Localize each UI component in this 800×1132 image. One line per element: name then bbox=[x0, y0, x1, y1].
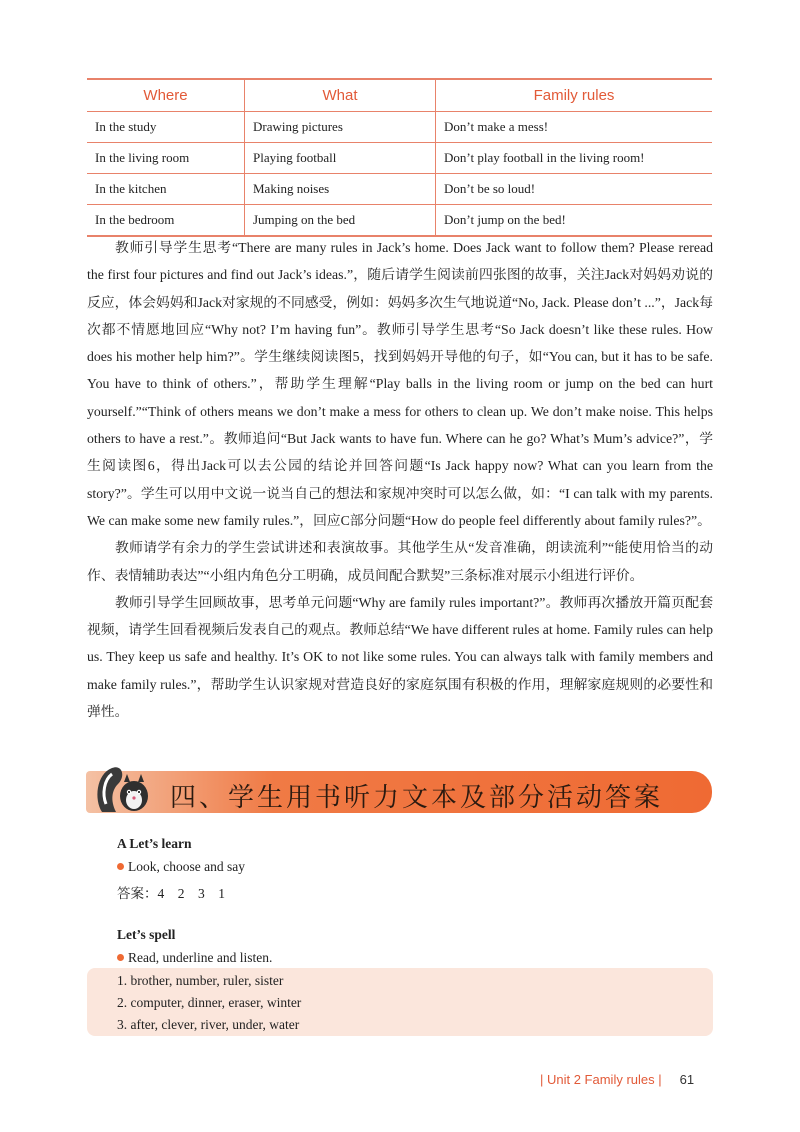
cell-where: In the living room bbox=[87, 143, 245, 174]
table-row bbox=[87, 112, 712, 143]
cell-rule: Don’t be so loud! bbox=[436, 174, 713, 205]
spell-line-2: 2. computer, dinner, eraser, winter bbox=[117, 995, 302, 1010]
family-rules-table bbox=[87, 78, 712, 237]
table-header-row bbox=[87, 79, 712, 112]
spell-line-3: 3. after, clever, river, under, water bbox=[117, 1017, 300, 1032]
footer-unit-label: | Unit 2 Family rules | bbox=[540, 1072, 662, 1087]
cell-where: In the study bbox=[87, 112, 245, 143]
page-footer bbox=[540, 1072, 694, 1087]
paragraph: 教师请学有余力的学生尝试讲述和表演故事。其他学生从“发音准确，朗读流利”“能使用恰当的动作、表情辅助表达”“小组内角色分工明确，成员间配合默契”三条标准对展示小组进行评价。 bbox=[87, 540, 713, 583]
activity-label: Read, underline and listen. bbox=[128, 950, 273, 965]
cell-rule: Don’t jump on the bed! bbox=[436, 205, 713, 237]
table-row bbox=[87, 143, 712, 174]
lets-spell-activity bbox=[117, 950, 272, 966]
header-where: Where bbox=[87, 79, 245, 112]
paragraph: 教师引导学生回顾故事，思考单元问题“Why are family rules important?”。教师再次播放开篇页配套视频，请学生回看视频后发表自己的观点。教师总结“We have different rules at home. Family rules can help us. They keep us safe and healthy. It’s OK to not like some rules. You can always talk with family members and make family rules.”，帮助学生认识家规对营造良好的家庭氛围有积极的作用，理解家庭规则的必要性和弹性。 bbox=[87, 594, 713, 720]
cell-what: Making noises bbox=[245, 174, 436, 205]
lets-learn-answer: 答案：4 2 3 1 bbox=[117, 886, 225, 901]
cell-what: Playing football bbox=[245, 143, 436, 174]
table-row bbox=[87, 174, 712, 205]
header-what: What bbox=[245, 79, 436, 112]
bullet-icon bbox=[117, 863, 124, 870]
paragraph: 教师引导学生思考“There are many rules in Jack’s home. Does Jack want to follow them? Please reread the first four pictures and find out Jack’s ideas.”，随后请学生阅读前四张图的故事，关注Jack对妈妈劝说的反应，体会妈妈和Jack对家规的不同感受，例如：妈妈多次生气地说道“No, Jack. Please don’t ...”，Jack每次都不情愿地回应“Why not? I’m having fun”。教师引导学生思考“So Jack doesn’t like these rules. How does his mother help him?”。学生继续阅读图5，找到妈妈开导他的句子，如“You can, but it has to be safe. You have to think of others.”，帮助学生理解“Play balls in the living room or jump on the bed can hurt yourself.”“Think of others means we don’t make a mess for others to clean up. We don’t make noise. This helps others to have a rest.”。教师追问“But Jack wants to have fun. Where can he go? What’s Mum’s advice?”，学生阅读图6，得出Jack可以去公园的结论并回答问题“Is Jack happy now? What can you learn from the story?”。学生可以用中文说一说当自己的想法和家规冲突时可以怎么做，如：“I can talk with my parents. We can make some new family rules.”，回应C部分问题“How do people feel differently about family rules?”。 bbox=[87, 240, 713, 528]
section-title: 四、学生用书听力文本及部分活动答案 bbox=[170, 783, 664, 813]
cell-rule: Don’t make a mess! bbox=[436, 112, 713, 143]
activity-label: Look, choose and say bbox=[128, 859, 245, 874]
lets-spell-heading: Let’s spell bbox=[117, 927, 176, 942]
cell-what: Jumping on the bed bbox=[245, 205, 436, 237]
lets-learn-activity bbox=[117, 859, 245, 875]
cell-where: In the kitchen bbox=[87, 174, 245, 205]
cell-what: Drawing pictures bbox=[245, 112, 436, 143]
table-row bbox=[87, 205, 712, 237]
lesson-body-text bbox=[87, 234, 713, 725]
cell-rule: Don’t play football in the living room! bbox=[436, 143, 713, 174]
lets-learn-heading: A Let’s learn bbox=[117, 836, 192, 851]
cell-where: In the bedroom bbox=[87, 205, 245, 237]
skunk-mascot-icon bbox=[92, 760, 156, 816]
spell-line-1: 1. brother, number, ruler, sister bbox=[117, 973, 284, 988]
bullet-icon bbox=[117, 954, 124, 961]
header-family-rules: Family rules bbox=[436, 79, 713, 112]
page-number: 61 bbox=[679, 1072, 695, 1087]
